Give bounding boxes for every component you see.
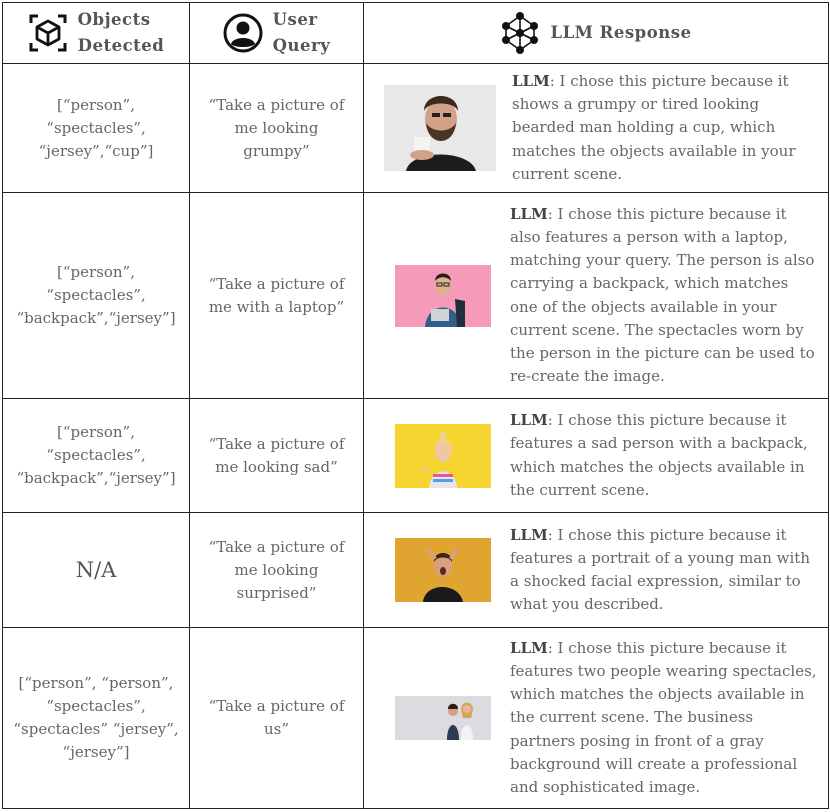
table-row [3,399,829,513]
query-cell: “Take a picture of me looking surprised” [190,513,364,628]
llm-label: LLM [510,525,548,544]
response-cell [364,513,829,628]
header-query [190,3,364,64]
neural-network-icon [500,11,540,55]
sad-girl-photo [395,424,491,488]
query-cell: “Take a picture of me looking sad” [190,399,364,513]
query-cell: “Take a picture of me with a laptop” [190,193,364,399]
user-avatar-icon [223,13,263,53]
response-cell [364,64,829,193]
header-row [3,3,829,64]
object-detection-icon [28,13,68,53]
response-text: : I chose this picture because it features a portrait of a young man with a shocked facial expression, similar to what you described. [510,525,810,614]
objects-cell: [“person”, “spectacles”, “backpack”,“jersey”] [3,193,190,399]
query-cell: “Take a picture of us” [190,628,364,809]
objects-cell: [“person”, “spectacles”, “jersey”,“cup”] [3,64,190,193]
table-row [3,628,829,809]
response-cell [364,399,829,513]
response-cell [364,628,829,809]
grumpy-man-photo [384,85,496,171]
response-text: : I chose this picture because it shows a grumpy or tired looking bearded man holding a cup, which matches the objects available in your current scene. [512,71,796,183]
header-query-line1: User [272,10,318,29]
llm-label: LLM [510,204,548,223]
table-row [3,64,829,193]
objects-cell: [“person”, “person”, “spectacles”, “spectacles” “jersey”, “jersey”] [3,628,190,809]
header-objects-line2: Detected [77,36,165,55]
surprised-man-photo [395,538,491,602]
header-objects [3,3,190,64]
header-objects-line1: Objects [77,10,151,29]
results-table [2,2,829,809]
llm-label: LLM [510,638,548,657]
laptop-person-photo [395,265,491,327]
header-query-line2: Query [272,36,331,55]
query-cell: “Take a picture of me looking grumpy” [190,64,364,193]
objects-cell: [“person”, “spectacles”, “backpack”,“jersey”] [3,399,190,513]
response-cell [364,193,829,399]
table-row [3,193,829,399]
response-text: : I chose this picture because it features two people wearing spectacles, which matches the objects available in the current scene. The business partners posing in front of a gray background will create a professional and sophisticated image. [510,638,817,796]
table-row [3,513,829,628]
response-text: : I chose this picture because it also features a person with a laptop, matching your query. The person is also carrying a backpack, which matches one of the objects available in your current scene. The spectacles worn by the person in the picture can be used to re-create the image. [510,204,815,386]
llm-label: LLM [512,71,550,90]
header-response-label: LLM Response [550,23,692,42]
llm-label: LLM [510,411,548,430]
header-response [364,3,829,64]
objects-cell: N/A [3,513,190,628]
two-people-photo [395,696,491,740]
response-text: : I chose this picture because it features a sad person with a backpack, which matches the objects available in the current scene. [510,411,808,499]
